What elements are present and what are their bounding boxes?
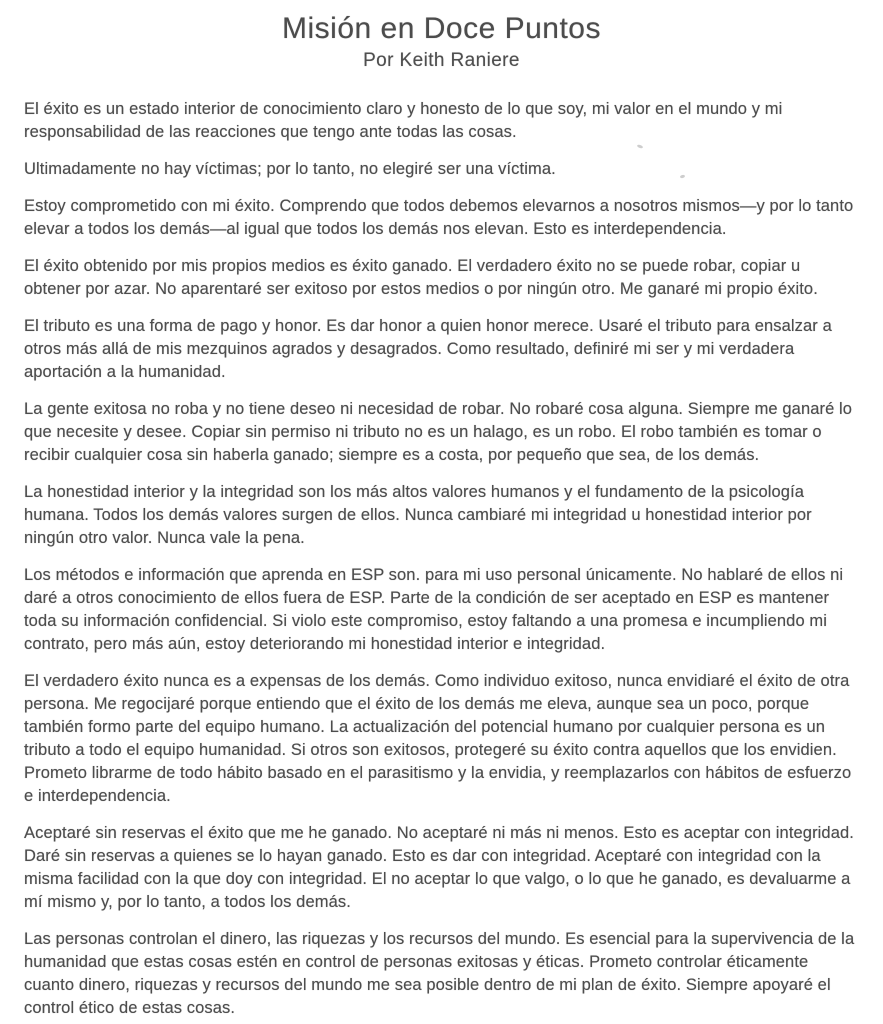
byline: Por Keith Raniere [363, 50, 520, 71]
paragraph-no-victims: Ultimadamente no hay víctimas; por lo tanto, no elegiré ser una víctima. [24, 160, 556, 178]
paragraph-success-not-at-expense: El verdadero éxito nunca es a expensas de los demás. Como individuo exitoso, nunca envidiaré el éxito de otra persona. Me regocijaré porque entiendo que el éxito de los demás me eleva, aunque sea un poco, porque también formo parte del equipo humano. La actualización del potencial humano por cualquier persona es un tributo a todo el equipo humanidad. Si otros son exitosos, protegeré su éxito contra aquellos que los envidien. Prometo librarme de todo hábito basado en el parasitismo y la envidia, y reemplazarlos con hábitos de esfuerzo e interdependencia. [24, 672, 852, 805]
paragraph-success-inner-state: El éxito es un estado interior de conocimiento claro y honesto de lo que soy, mi valor en el mundo y mi responsabilidad de las reacciones que tengo ante todas las cosas. [24, 100, 783, 141]
paragraph-committed-to-success: Estoy comprometido con mi éxito. Comprendo que todos debemos elevarnos a nosotros mismos—y por lo tanto elevar a todos los demás—al igual que todos los demás nos elevan. Esto es interdependencia. [24, 197, 854, 238]
page-title: Misión en Doce Puntos [282, 12, 601, 45]
document-body [0, 72, 883, 1020]
paragraph-esp-confidentiality: Los métodos e información que aprenda en ESP son. para mi uso personal únicamente. No hablaré de ellos ni daré a otros conocimiento de ellos fuera de ESP. Parte de la condición de ser aceptado en ESP es mantener toda su información confidencial. Si violo este compromiso, estoy faltando a una promesa e incumpliendo mi contrato, pero más aún, estoy deteriorando mi honestidad interior e integridad. [24, 566, 844, 653]
paragraph-accept-with-integrity: Aceptaré sin reservas el éxito que me he ganado. No aceptaré ni más ni menos. Esto es aceptar con integridad. Daré sin reservas a quienes se lo hayan ganado. Esto es dar con integridad. Aceptaré con integridad con la misma facilidad con la que doy con integridad. El no aceptar lo que valgo, o lo que he ganado, es devaluarme a mí mismo y, por lo tanto, a todos los demás. [24, 824, 854, 911]
paragraph-no-stealing: La gente exitosa no roba y no tiene deseo ni necesidad de robar. No robaré cosa alguna. Siempre me ganaré lo que necesite y desee. Copiar sin permiso ni tributo no es un halago, es un robo. El robo también es tomar o recibir cualquier cosa sin haberla ganado; siempre es a costa, por pequeño que sea, de los demás. [24, 400, 853, 464]
paragraph-tribute: El tributo es una forma de pago y honor. Es dar honor a quien honor merece. Usaré el tributo para ensalzar a otros más allá de mis mezquinos agrados y desagrados. Como resultado, definiré mi ser y mi verdadera aportación a la humanidad. [24, 317, 832, 381]
paragraph-earned-success: El éxito obtenido por mis propios medios es éxito ganado. El verdadero éxito no se puede robar, copiar u obtener por azar. No aparentaré ser exitoso por estos medios o por ningún otro. Me ganaré mi propio éxito. [24, 257, 818, 298]
paragraph-ethical-control: Las personas controlan el dinero, las riquezas y los recursos del mundo. Es esencial para la supervivencia de la humanidad que estas cosas estén en control de personas exitosas y éticas. Prometo controlar éticamente cuanto dinero, riquezas y recursos del mundo me sea posible dentro de mi plan de éxito. Siempre apoyaré el control ético de estas cosas. [24, 930, 855, 1017]
paragraph-honesty-integrity: La honestidad interior y la integridad son los más altos valores humanos y el fundamento de la psicología humana. Todos los demás valores surgen de ellos. Nunca cambiaré mi integridad u honestidad interior por ningún otro valor. Nunca vale la pena. [24, 483, 812, 547]
